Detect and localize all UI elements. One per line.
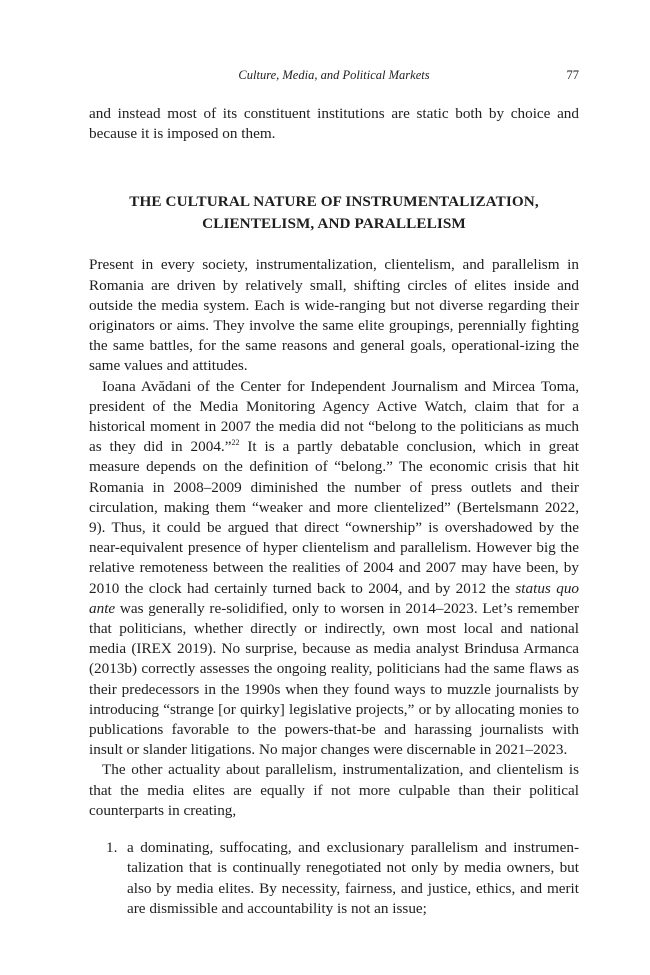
list-item-number: 1. bbox=[106, 839, 118, 857]
body-paragraph-2 bbox=[89, 377, 579, 761]
section-heading-line-2: CLIENTELISM, AND PARALLELISM bbox=[202, 215, 466, 233]
section-heading-line-1: THE CULTURAL NATURE OF INSTRUMENTALIZATION, bbox=[129, 193, 539, 211]
numbered-list bbox=[89, 838, 579, 919]
section-heading bbox=[89, 191, 579, 235]
footnote-ref-22: 22 bbox=[231, 438, 240, 448]
book-page bbox=[89, 64, 579, 919]
running-title: Culture, Media, and Political Markets bbox=[238, 68, 430, 82]
body-paragraph-1: Present in every society, instrumentalization, clientelism, and parallelism in Romania are driven by relatively small, shifting circles of elites inside and outside the media system. Each is wide-ranging but not diverse regarding their originators or aims. They involve the same elite groupings, perennially fighting the same battles, for the same reasons and general goals, operational-izing the same values and attitudes. bbox=[89, 256, 579, 375]
paragraph-2-text-c: was generally re-solidified, only to worsen in 2014–2023. Let’s remember that politicians, whether directly or indirectly, own most local and national media (IREX 2019). No surprise, because as media analyst Brindusa Armanca (2013b) correctly assesses the ongoing reality, politicians had the same flaws as their predecessors in the 1990s when they found ways to muzzle journalists by introducing “strange [or quirky] legislative projects,” or by allocating monies to publications favorable to the powers-that-be and harassing journalists with insult or slander litigations. No major changes were discernable in 2021–2023. bbox=[89, 599, 579, 759]
body-paragraph-3: The other actuality about parallelism, instrumentalization, and clientelism is that the media elites are equally if not more culpable than their political counterparts in creating, bbox=[89, 761, 579, 819]
continued-paragraph: and instead most of its constituent institutions are static both by choice and because it is imposed on them. bbox=[89, 105, 579, 143]
paragraph-2-text-a: Ioana Avădani of the Center for Independent Journalism and Mircea Toma, president of the Media Monitoring Agency Active Watch, claim that for a historical moment in 2007 the media did not “belong to the politicians as much as they did in 2004.” bbox=[89, 377, 579, 456]
list-item-text: a dominating, suffocating, and exclusionary parallelism and instrumen-talization that is continually renegotiated not only by media owners, but also by media elites. By necessity, fairness, and justice, ethics, and merit are dismissible and accountability is not an issue; bbox=[127, 839, 579, 917]
paragraph-2-text-b: It is a partly debatable conclusion, which in great measure depends on the definition of “belong.” The economic crisis that hit Romania in 2008–2009 diminished the number of press outlets and their circulation, making them “weaker and more clientelized” (Bertelsmann 2022, 9). Thus, it could be argued that direct “ownership” is overshadowed by the near-equivalent presence of hyper clientelism and parallelism. However big the relative remoteness between the realities of 2004 and 2007 may have been, by 2010 the clock had certainly turned back to 2004, and by 2012 the bbox=[89, 438, 579, 597]
page-number: 77 bbox=[566, 68, 579, 82]
status-quo-ante-italic: status quo ante bbox=[89, 579, 580, 617]
running-header bbox=[89, 64, 579, 88]
